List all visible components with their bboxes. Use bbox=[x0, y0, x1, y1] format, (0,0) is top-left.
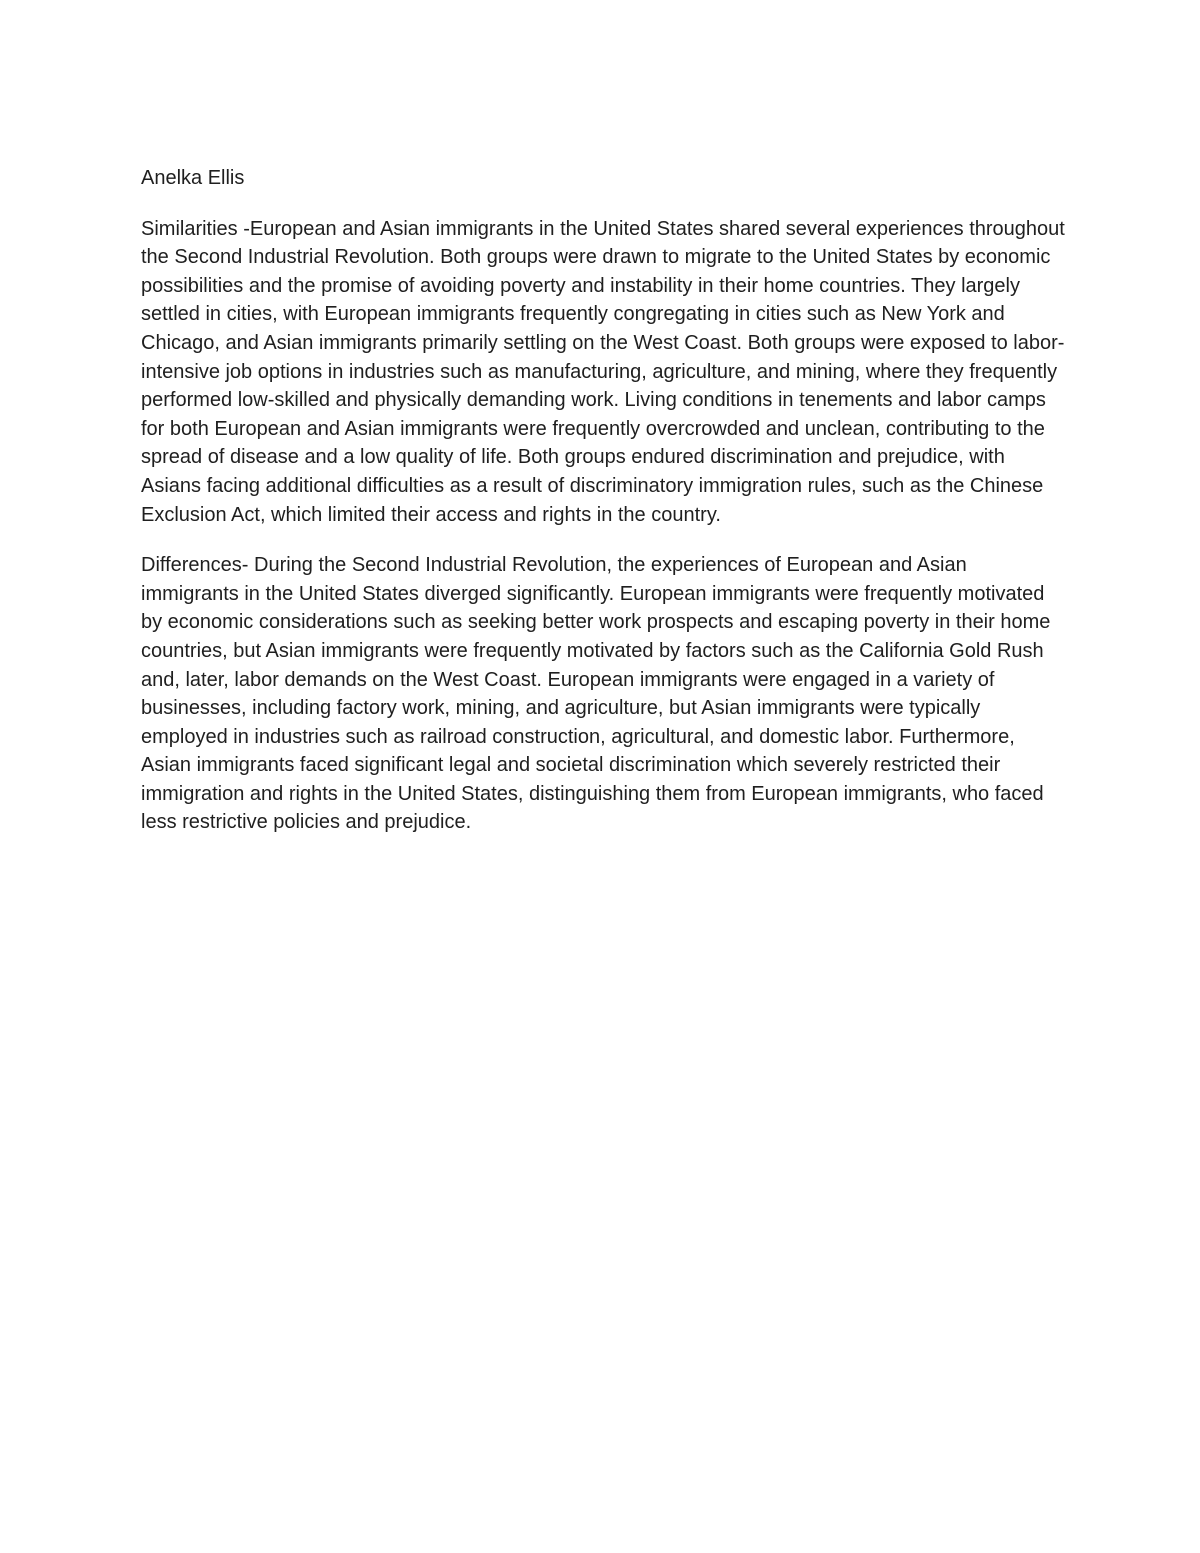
document-body bbox=[141, 164, 1066, 859]
paragraph-differences: Differences- During the Second Industrial Revolution, the experiences of European and Asian immigrants in the United States diverged significantly. European immigrants were frequently motivated by economic considerations such as seeking better work prospects and escaping poverty in their home countries, but Asian immigrants were frequently motivated by factors such as the California Gold Rush and, later, labor demands on the West Coast. European immigrants were engaged in a variety of businesses, including factory work, mining, and agriculture, but Asian immigrants were typically employed in industries such as railroad construction, agricultural, and domestic labor. Furthermore, Asian immigrants faced significant legal and societal discrimination which severely restricted their immigration and rights in the United States, distinguishing them from European immigrants, who faced less restrictive policies and prejudice. bbox=[141, 554, 1051, 834]
author-name: Anelka Ellis bbox=[141, 167, 245, 189]
paragraph-similarities: Similarities -European and Asian immigrants in the United States shared several experiences throughout the Second Industrial Revolution. Both groups were drawn to migrate to the United States by economic possibilities and the promise of avoiding poverty and instability in their home countries. They largely settled in cities, with European immigrants frequently congregating in cities such as New York and Chicago, and Asian immigrants primarily settling on the West Coast. Both groups were exposed to labor-intensive job options in industries such as manufacturing, agriculture, and mining, where they frequently performed low-skilled and physically demanding work. Living conditions in tenements and labor camps for both European and Asian immigrants were frequently overcrowded and unclean, contributing to the spread of disease and a low quality of life. Both groups endured discrimination and prejudice, with Asians facing additional difficulties as a result of discriminatory immigration rules, such as the Chinese Exclusion Act, which limited their access and rights in the country. bbox=[141, 217, 1065, 526]
